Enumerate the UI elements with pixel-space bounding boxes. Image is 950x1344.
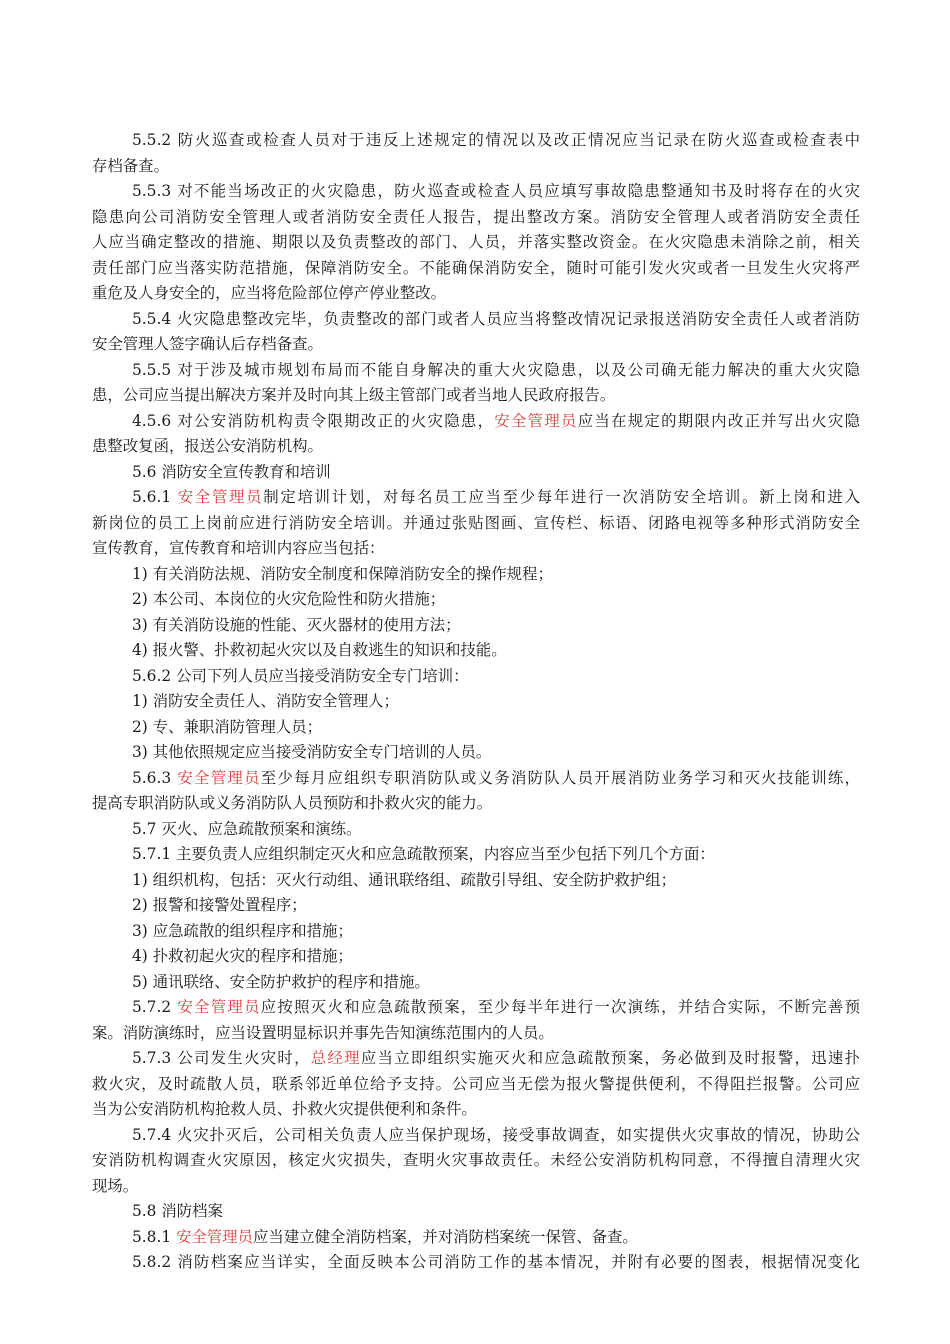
- text-span: 应当建立健全消防档案，并对消防档案统一保管、备查。: [253, 1227, 638, 1246]
- text-line: [92, 919, 860, 945]
- text-line: [92, 434, 860, 460]
- text-span: 5.6.3: [132, 768, 178, 787]
- text-span: 5.6.1: [132, 488, 178, 506]
- text-span: 5.8.2 消防档案应当详实，全面反映本公司消防工作的基本情况，并附有必要的图表，根据情况变化: [132, 1253, 860, 1271]
- text-span: 应按照灭火和应急疏散预案，至少每半年进行一次演练，并结合实际，不断完善预: [260, 998, 860, 1016]
- text-line: [92, 1225, 860, 1251]
- text-line: [92, 791, 860, 817]
- text-line: [92, 307, 860, 333]
- highlighted-role: 安全管理员: [494, 411, 578, 430]
- text-span: 救火灾，及时疏散人员，联系邻近单位给予支持。公司应当无偿为报火警提供便利，不得阻拦报警。公司应: [92, 1074, 860, 1093]
- text-line: [92, 358, 860, 384]
- text-span: 5.6.2 公司下列人员应当接受消防安全专门培训：: [132, 666, 469, 685]
- text-span: 重危及人身安全的，应当将危险部位停产停业整改。: [92, 284, 446, 302]
- text-span: 5.7 灭火、应急疏散预案和演练。: [132, 819, 362, 838]
- text-span: 1) 组织机构，包括：灭火行动组、通讯联络组、疏散引导组、安全防护救护组；: [132, 870, 676, 889]
- text-line: [92, 893, 860, 919]
- text-line: [92, 868, 860, 894]
- text-span: 5.7.3 公司发生火灾时，: [132, 1049, 311, 1067]
- text-span: 5) 通讯联络、安全防护救护的程序和措施。: [132, 972, 430, 991]
- text-line: [92, 740, 860, 766]
- text-span: 案。消防演练时，应当设置明显标识并事先告知演练范围内的人员。: [92, 1023, 554, 1042]
- text-span: 2) 报警和接警处置程序；: [132, 896, 307, 914]
- text-line: [92, 970, 860, 996]
- text-span: 3) 有关消防设施的性能、灭火器材的使用方法；: [132, 615, 461, 634]
- text-line: [92, 1123, 860, 1149]
- text-line: [92, 1021, 860, 1047]
- text-span: 隐患向公司消防安全管理人或者消防安全责任人报告，提出整改方案。消防安全管理人或者消防安全责任: [92, 207, 860, 226]
- text-line: [92, 485, 860, 511]
- text-span: 现场。: [92, 1176, 139, 1195]
- text-line: [92, 1072, 860, 1098]
- text-span: 5.5.4 火灾隐患整改完毕，负责整改的部门或者人员应当将整改情况记录报送消防安全责任人或者消防: [132, 309, 860, 328]
- text-line: [92, 154, 860, 180]
- text-line: [92, 230, 860, 256]
- text-line: [92, 256, 860, 282]
- text-line: [92, 689, 860, 715]
- text-line: [92, 205, 860, 231]
- text-span: 1) 有关消防法规、消防安全制度和保障消防安全的操作规程；: [132, 564, 553, 583]
- text-line: [92, 1148, 860, 1174]
- text-line: [92, 817, 860, 843]
- text-span: 患整改复函，报送公安消防机构。: [92, 437, 323, 455]
- text-span: 5.5.5 对于涉及城市规划布局而不能自身解决的重大火灾隐患，以及公司确无能力解决的重大火灾隐: [132, 360, 860, 379]
- text-line: [92, 613, 860, 639]
- text-line: [92, 995, 860, 1021]
- text-line: [92, 281, 860, 307]
- text-line: [92, 664, 860, 690]
- text-span: 2) 本公司、本岗位的火灾危险性和防火措施；: [132, 590, 446, 608]
- text-span: 4) 报火警、扑救初起火灾以及自救逃生的知识和技能。: [132, 641, 507, 659]
- text-span: 制定培训计划，对每名员工应当至少每年进行一次消防安全培训。新上岗和进入: [263, 488, 860, 506]
- text-line: [92, 536, 860, 562]
- text-line: [92, 944, 860, 970]
- text-span: 新岗位的员工上岗前应进行消防安全培训。并通过张贴图画、宣传栏、标语、闭路电视等多种形式消防安全: [92, 513, 860, 532]
- text-line: [92, 383, 860, 409]
- text-line: [92, 842, 860, 868]
- text-span: 4) 扑救初起火灾的程序和措施；: [132, 947, 353, 965]
- text-span: 至少每月应组织专职消防队或义务消防队人员开展消防业务学习和灭火技能训练，: [260, 768, 860, 787]
- text-line: [92, 766, 860, 792]
- text-span: 3) 应急疏散的组织程序和措施；: [132, 921, 353, 940]
- text-line: [92, 1250, 860, 1276]
- highlighted-role: 安全管理员: [176, 1227, 254, 1246]
- text-line: [92, 179, 860, 205]
- text-span: 3) 其他依照规定应当接受消防安全专门培训的人员。: [132, 743, 492, 761]
- text-line: [92, 128, 860, 154]
- text-span: 责任部门应当落实防范措施，保障消防安全。不能确保消防安全，随时可能引发火灾或者一旦发生火灾将严: [92, 258, 860, 277]
- text-span: 2) 专、兼职消防管理人员；: [132, 717, 322, 736]
- text-span: 5.8.1: [132, 1227, 177, 1246]
- text-line: [92, 638, 860, 664]
- highlighted-role: 安全管理员: [177, 488, 264, 506]
- text-span: 5.5.2 防火巡查或检查人员对于违反上述规定的情况以及改正情况应当记录在防火巡查或检查表中: [132, 131, 860, 149]
- text-line: [92, 460, 860, 486]
- highlighted-role: 总经理: [310, 1049, 361, 1067]
- text-line: [92, 1046, 860, 1072]
- text-span: 5.8 消防档案: [132, 1202, 223, 1220]
- text-span: 提高专职消防队或义务消防队人员预防和扑救火灾的能力。: [92, 794, 493, 812]
- text-span: 应当立即组织实施灭火和应急疏散预案，务必做到及时报警，迅速扑: [360, 1049, 860, 1067]
- text-span: 安全管理人签字确认后存档备查。: [92, 335, 323, 353]
- text-span: 存档备查。: [92, 156, 169, 175]
- text-span: 患，公司应当提出解决方案并及时向其上级主管部门或者当地人民政府报告。: [92, 386, 616, 404]
- text-span: 5.7.1 主要负责人应组织制定灭火和应急疏散预案，内容应当至少包括下列几个方面：: [132, 845, 715, 863]
- text-span: 当为公安消防机构抢救人员、扑救火灾提供便利和条件。: [92, 1100, 477, 1118]
- text-line: [92, 715, 860, 741]
- text-span: 4.5.6 对公安消防机构责令限期改正的火灾隐患，: [132, 411, 495, 430]
- text-span: 人应当确定整改的措施、期限以及负责整改的部门、人员，并落实整改资金。在火灾隐患未消除之前，相关: [92, 233, 860, 251]
- text-span: 宣传教育，宣传教育和培训内容应当包括：: [92, 539, 385, 557]
- text-line: [92, 1199, 860, 1225]
- text-span: 5.6 消防安全宣传教育和培训: [132, 462, 331, 481]
- highlighted-role: 安全管理员: [177, 768, 261, 787]
- text-line: [92, 587, 860, 613]
- text-line: [92, 511, 860, 537]
- text-line: [92, 1097, 860, 1123]
- highlighted-role: 安全管理员: [177, 998, 261, 1016]
- text-span: 应当在规定的期限内改正并写出火灾隐: [577, 411, 860, 430]
- text-line: [92, 1174, 860, 1200]
- text-line: [92, 562, 860, 588]
- text-span: 5.7.2: [132, 998, 178, 1016]
- text-span: 安消防机构调查火灾原因，核定火灾损失，查明火灾事故责任。未经公安消防机构同意，不得擅自清理火灾: [92, 1151, 860, 1169]
- text-line: [92, 332, 860, 358]
- text-span: 1) 消防安全责任人、消防安全管理人；: [132, 692, 399, 710]
- text-span: 5.7.4 火灾扑灭后，公司相关负责人应当保护现场，接受事故调查，如实提供火灾事故的情况，协助公: [132, 1125, 860, 1144]
- text-line: [92, 409, 860, 435]
- text-span: 5.5.3 对不能当场改正的火灾隐患，防火巡查或检查人员应填写事故隐患整通知书及时将存在的火灾: [132, 182, 860, 200]
